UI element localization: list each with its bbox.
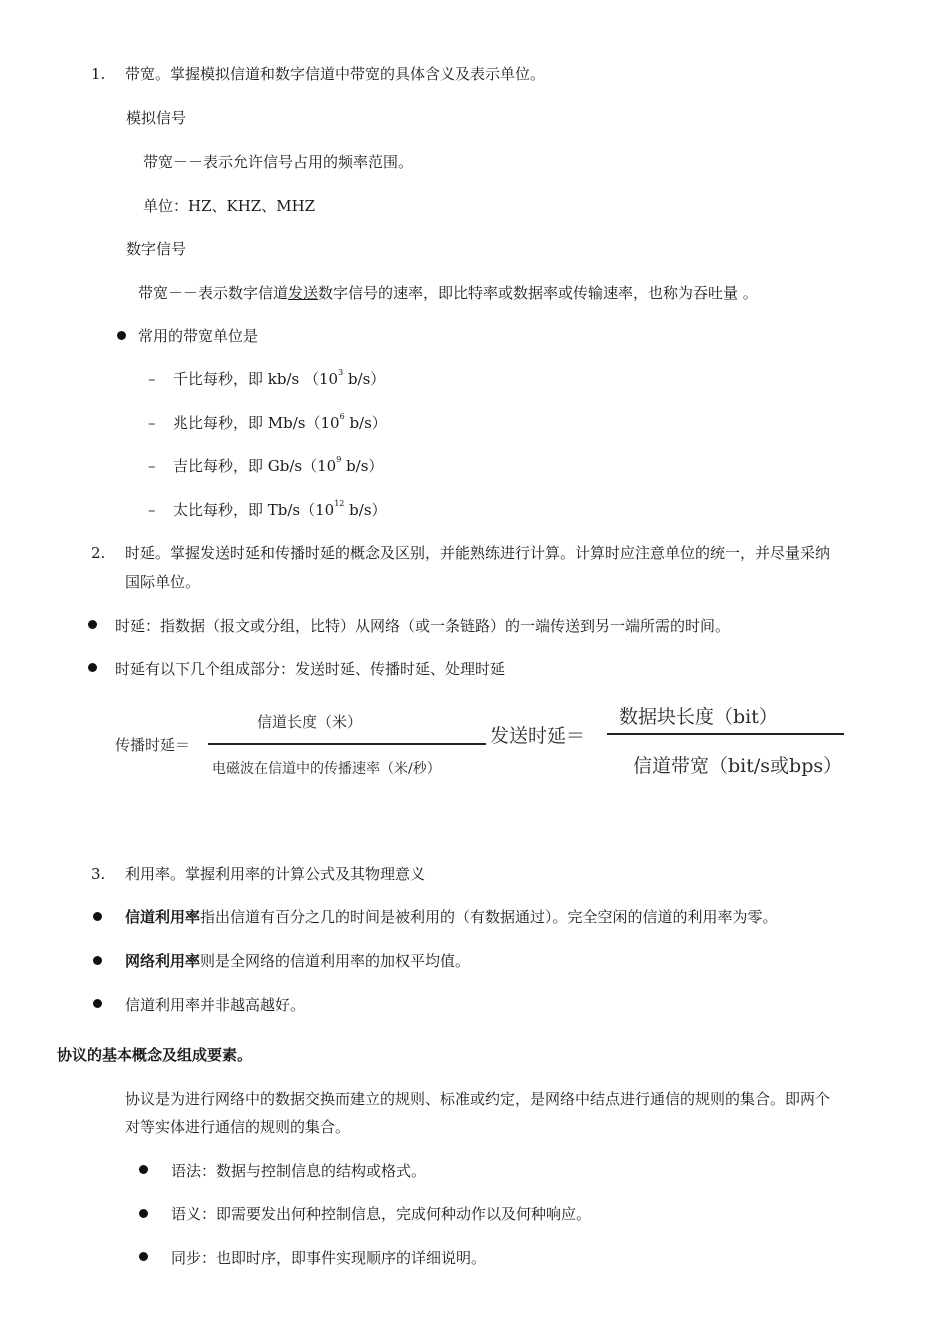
formula-denominator: 电磁波在信道中的传播速率（米/秒） — [212, 761, 441, 777]
formula-denominator: 信道带宽（bit/s或bps） — [633, 755, 843, 777]
bullet-icon — [93, 999, 102, 1008]
text-line: 带宽－－表示允许信号占用的频率范围。 — [143, 153, 414, 171]
section-heading: 时延。掌握发送时延和传播时延的概念及区别，并能熟练进行计算。计算时应注意单位的统一，并尽量采纳 — [125, 544, 831, 562]
unit-item: 吉比每秒，即 $Gb/s(10^9$ b/s） — [173, 455, 384, 475]
list-item: 网络利用率则是全网络的信道利用率的加权平均值。 — [125, 952, 471, 970]
unit-item: 兆比每秒，即 $Mb/s(10^6$ b/s） — [173, 412, 387, 432]
dash-icon: – — [148, 457, 156, 475]
dash-icon: – — [148, 370, 156, 388]
list-item: 时延：指数据（报文或分组，比特）从网络（或一条链路）的一端传送到另一端所需的时间。 — [115, 617, 731, 635]
formula-label: 传播时延＝ — [115, 736, 191, 754]
list-item: 常用的带宽单位是 — [138, 327, 259, 345]
formula-numerator: 数据块长度（bit） — [619, 706, 778, 728]
fraction-bar — [208, 743, 486, 745]
unit-item: 千比每秒，即 kb/s （$10^3$ b/s） — [173, 368, 386, 388]
section-number: 3. — [91, 865, 106, 883]
list-item: 信道利用率并非越高越好。 — [125, 996, 306, 1014]
text-line: 带宽－－表示数字信道发送数字信号的速率，即比特率或数据率或传输速率，也称为吞吐量 。 — [138, 284, 758, 302]
dash-icon: – — [148, 414, 156, 432]
section-heading-cont: 国际单位。 — [125, 573, 201, 591]
bullet-icon — [88, 620, 97, 629]
bullet-icon — [117, 331, 126, 340]
bullet-icon — [139, 1209, 148, 1218]
unit-item: 太比每秒，即 $Tb/s(10^{12}$ b/s） — [173, 499, 387, 519]
bullet-icon — [139, 1252, 148, 1261]
bullet-icon — [88, 663, 97, 672]
list-item: 信道利用率指出信道有百分之几的时间是被利用的（有数据通过）。完全空闲的信道的利用率为零。 — [125, 908, 778, 926]
section-heading: 利用率。掌握利用率的计算公式及其物理意义 — [125, 865, 426, 883]
list-item: 同步：也即时序，即事件实现顺序的详细说明。 — [171, 1249, 487, 1267]
list-item: 语法：数据与控制信息的结构或格式。 — [171, 1162, 427, 1180]
paragraph-line: 对等实体进行通信的规则的集合。 — [125, 1118, 351, 1136]
paragraph-line: 协议是为进行网络中的数据交换而建立的规则、标准或约定，是网络中结点进行通信的规则的集合。即两个 — [125, 1090, 831, 1108]
bullet-icon — [139, 1165, 148, 1174]
fraction-bar — [607, 733, 844, 735]
bullet-icon — [93, 956, 102, 965]
formula-numerator: 信道长度（米） — [257, 713, 363, 731]
formula-label: 发送时延＝ — [490, 725, 586, 747]
bullet-icon — [93, 912, 102, 921]
list-item: 时延有以下几个组成部分：发送时延、传播时延、处理时延 — [115, 660, 506, 678]
text-line: 单位：HZ、KHZ、MHZ — [143, 197, 316, 215]
list-item: 语义：即需要发出何种控制信息，完成何种动作以及何种响应。 — [171, 1205, 592, 1223]
section-number: 2. — [91, 544, 106, 562]
section-heading: 协议的基本概念及组成要素。 — [57, 1046, 253, 1064]
subheading-analog: 模拟信号 — [126, 109, 187, 127]
section-number: 1. — [91, 65, 106, 83]
dash-icon: – — [148, 501, 156, 519]
section-heading: 带宽。掌握模拟信道和数字信道中带宽的具体含义及表示单位。 — [125, 65, 546, 83]
subheading-digital: 数字信号 — [126, 240, 187, 258]
